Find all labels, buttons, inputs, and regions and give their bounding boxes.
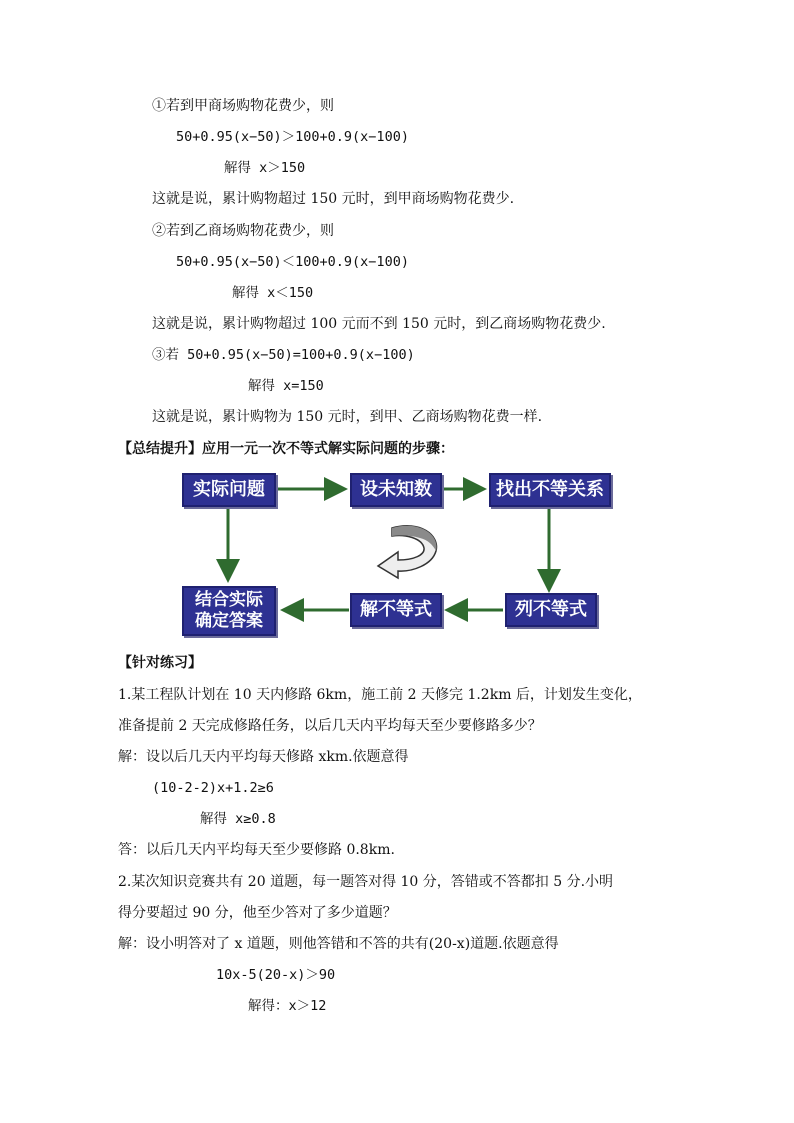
case1-inequality: 50+0.95(x−50)＞100+0.9(x−100) — [176, 129, 409, 145]
q1-inequality: (10-2-2)x+1.2≥6 — [152, 780, 274, 796]
q1-line1: 1.某工程队计划在 10 天内修路 6km，施工前 2 天修完 1.2km 后，计划发生变化， — [118, 687, 642, 703]
case1-solution: 解得 x＞150 — [224, 160, 306, 176]
q2-solution: 解得：x＞12 — [248, 998, 327, 1014]
case3-solution: 解得 x=150 — [248, 378, 324, 394]
flow-step-solve-inequality: 解不等式 — [350, 593, 442, 627]
q2-line1: 2.某次知识竞赛共有 20 道题，每一题答对得 10 分，答错或不答都扣 5 分.小明 — [118, 874, 614, 890]
flow-step-determine-answer: 结合实际 确定答案 — [182, 586, 276, 636]
flow-step-set-unknown: 设未知数 — [350, 473, 442, 507]
case2-inequality: 50+0.95(x−50)＜100+0.9(x−100) — [176, 254, 409, 270]
case3-conclusion: 这就是说，累计购物为 150 元时，到甲、乙商场购物花费一样. — [152, 409, 543, 425]
q1-line2: 准备提前 2 天完成修路任务，以后几天内平均每天至少要修路多少？ — [118, 718, 542, 734]
flow-step-find-relation: 找出不等关系 — [489, 473, 611, 507]
flow-step-write-inequality: 列不等式 — [505, 593, 597, 627]
case1-title: ①若到甲商场购物花费少，则 — [152, 98, 334, 114]
practice-heading: 【针对练习】 — [118, 655, 202, 671]
case1-conclusion: 这就是说，累计购物超过 150 元时，到甲商场购物花费少. — [152, 191, 515, 207]
summary-heading: 【总结提升】应用一元一次不等式解实际问题的步骤： — [118, 441, 454, 457]
flow-step-actual-problem: 实际问题 — [182, 473, 276, 507]
q1-answer: 答：以后几天内平均每天至少要修路 0.8km. — [118, 842, 395, 858]
curved-arrow-icon — [378, 526, 437, 578]
q2-line2: 得分要超过 90 分，他至少答对了多少道题？ — [118, 905, 397, 921]
q2-solution-setup: 解：设小明答对了 x 道题，则他答错和不答的共有(20-x)道题.依题意得 — [118, 936, 559, 952]
q1-solution: 解得 x≥0.8 — [200, 811, 276, 827]
case3-title: ③若 50+0.95(x−50)=100+0.9(x−100) — [152, 347, 415, 363]
case2-title: ②若到乙商场购物花费少，则 — [152, 223, 334, 239]
case2-solution: 解得 x＜150 — [232, 285, 314, 301]
q2-inequality: 10x-5(20-x)＞90 — [216, 967, 336, 983]
q1-solution-setup: 解：设以后几天内平均每天修路 xkm.依题意得 — [118, 749, 409, 765]
case2-conclusion: 这就是说，累计购物超过 100 元而不到 150 元时，到乙商场购物花费少. — [152, 316, 606, 332]
